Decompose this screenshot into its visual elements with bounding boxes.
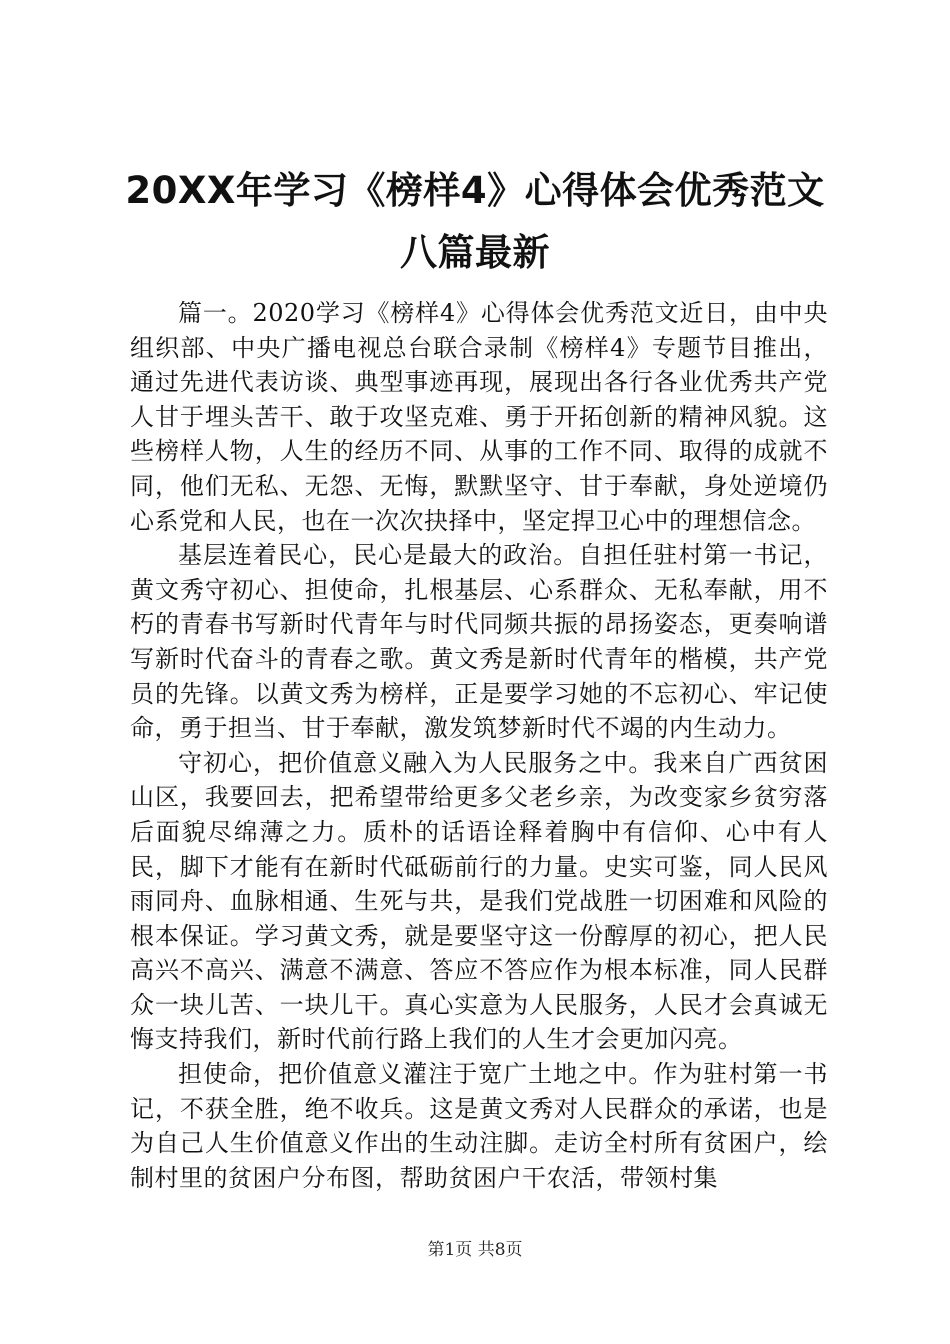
page-number-footer: 第1页 共8页 <box>427 1240 523 1260</box>
document-body <box>130 296 828 1195</box>
paragraph-3: 守初心，把价值意义融入为人民服务之中。我来自广西贫困山区，我要回去，把希望带给更多父老乡亲，为改变家乡贫穷落后面貌尽绵薄之力。质朴的话语诠释着胸中有信仰、心中有人民，脚下才能有在新时代砥砺前行的力量。史实可鉴，同人民风雨同舟、血脉相通、生死与共，是我们党战胜一切困难和风险的根本保证。学习黄文秀，就是要坚守这一份醇厚的初心，把人民高兴不高兴、满意不满意、答应不答应作为根本标准，同人民群众一块儿苦、一块儿干。真心实意为人民服务，人民才会真诚无悔支持我们，新时代前行路上我们的人生才会更加闪亮。 <box>130 748 828 1054</box>
paragraph-1: 篇一。2020学习《榜样4》心得体会优秀范文近日，由中央组织部、中央广播电视总台联合录制《榜样4》专题节目推出，通过先进代表访谈、典型事迹再现，展现出各行各业优秀共产党人甘于埋头苦干、敢于攻坚克难、勇于开拓创新的精神风貌。这些榜样人物，人生的经历不同、从事的工作不同、取得的成就不同，他们无私、无怨、无悔，默默坚守、甘于奉献，身处逆境仍心系党和人民，也在一次次抉择中，坚定捍卫心中的理想信念。 <box>130 299 828 535</box>
paragraph-4: 担使命，把价值意义灌注于宽广土地之中。作为驻村第一书记，不获全胜，绝不收兵。这是黄文秀对人民群众的承诺，也是为自己人生价值意义作出的生动注脚。走访全村所有贫困户，绘制村里的贫困户分布图，帮助贫困户干农活，带领村集 <box>130 1060 828 1192</box>
paragraph-2: 基层连着民心，民心是最大的政治。自担任驻村第一书记，黄文秀守初心、担使命，扎根基层、心系群众、无私奉献，用不朽的青春书写新时代青年与时代同频共振的昂扬姿态，更奏响谱写新时代奋斗的青春之歌。黄文秀是新时代青年的楷模，共产党员的先锋。以黄文秀为榜样，正是要学习她的不忘初心、牢记使命，勇于担当、甘于奉献，激发筑梦新时代不竭的内生动力。 <box>130 541 828 743</box>
document-title: 20XX年学习《榜样4》心得体会优秀范文八篇最新 <box>125 169 825 274</box>
